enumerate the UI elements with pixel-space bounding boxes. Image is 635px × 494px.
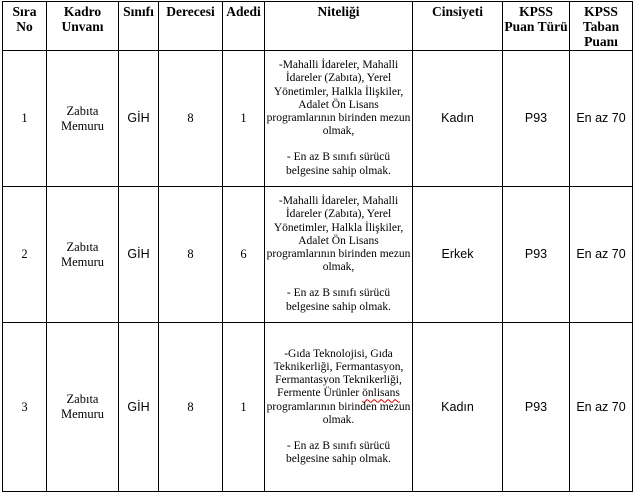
header-row: [3, 2, 633, 51]
cell-kpss-taban-puani: En az 70: [570, 187, 633, 323]
cell-adedi: 1: [223, 51, 265, 187]
cell-kpss-taban-puani: En az 70: [570, 323, 633, 492]
nitelik-education: -Mahalli İdareler, Mahalli İdareler (Zabıta), Yerel Yönetimler, Halkla İlişkiler, Adalet Ön Lisans programlarının birinden mezun olmak,: [266, 59, 411, 138]
cell-niteligi: [265, 51, 413, 187]
cell-niteligi: [265, 323, 413, 492]
cell-sira-no: 2: [3, 187, 47, 323]
cell-kpss-puan-turu: P93: [503, 323, 570, 492]
cell-adedi: 6: [223, 187, 265, 323]
cell-kpss-taban-puani: En az 70: [570, 51, 633, 187]
col-header-sira-no: Sıra No: [3, 2, 47, 51]
cell-cinsiyeti: Kadın: [413, 323, 503, 492]
col-header-cinsiyeti: Cinsiyeti: [413, 2, 503, 51]
col-header-sinifi: Sınıfı: [119, 2, 159, 51]
cell-derecesi: 8: [159, 323, 223, 492]
cell-adedi: 1: [223, 323, 265, 492]
nitelik-license: - En az B sınıfı sürücü belgesine sahip olmak.: [285, 151, 392, 177]
kadro-table: [2, 1, 633, 492]
cell-sinifi: GİH: [119, 323, 159, 492]
nitelik-text: programlarının birinden mezun olmak.: [266, 400, 411, 426]
col-header-kadro-unvani: Kadro Unvanı: [47, 2, 119, 51]
table-row: [3, 187, 633, 323]
spellcheck-flagged-word: önlisans: [362, 387, 400, 400]
col-header-niteligi: Niteliği: [265, 2, 413, 51]
cell-kadro-unvani: Zabıta Memuru: [47, 323, 119, 492]
nitelik-education: -Mahalli İdareler, Mahalli İdareler (Zabıta), Yerel Yönetimler, Halkla İlişkiler, Adalet Ön Lisans programlarının birinden mezun olmak,: [266, 195, 411, 274]
cell-derecesi: 8: [159, 51, 223, 187]
cell-derecesi: 8: [159, 187, 223, 323]
table-row: [3, 51, 633, 187]
col-header-kpss-taban-puani: KPSS Taban Puanı: [570, 2, 633, 51]
cell-sira-no: 3: [3, 323, 47, 492]
col-header-adedi: Adedi: [223, 2, 265, 51]
col-header-derecesi: Derecesi: [159, 2, 223, 51]
nitelik-education: [265, 348, 412, 427]
cell-niteligi: [265, 187, 413, 323]
table-row: [3, 323, 633, 492]
col-header-kpss-puan-turu: KPSS Puan Türü: [503, 2, 570, 51]
nitelik-text: -Gıda Teknolojisi, Gıda Teknikerliği, Fermantasyon, Fermantasyon Teknikerliği, Fermente Ürünler: [273, 347, 404, 400]
cell-kpss-puan-turu: P93: [503, 51, 570, 187]
cell-kpss-puan-turu: P93: [503, 187, 570, 323]
cell-sinifi: GİH: [119, 187, 159, 323]
nitelik-license: - En az B sınıfı sürücü belgesine sahip olmak.: [285, 439, 392, 466]
cell-sira-no: 1: [3, 51, 47, 187]
cell-cinsiyeti: Kadın: [413, 51, 503, 187]
cell-kadro-unvani: Zabıta Memuru: [47, 51, 119, 187]
cell-cinsiyeti: Erkek: [413, 187, 503, 323]
cell-sinifi: GİH: [119, 51, 159, 187]
nitelik-license: - En az B sınıfı sürücü belgesine sahip olmak.: [285, 287, 392, 313]
cell-kadro-unvani: Zabıta Memuru: [47, 187, 119, 323]
